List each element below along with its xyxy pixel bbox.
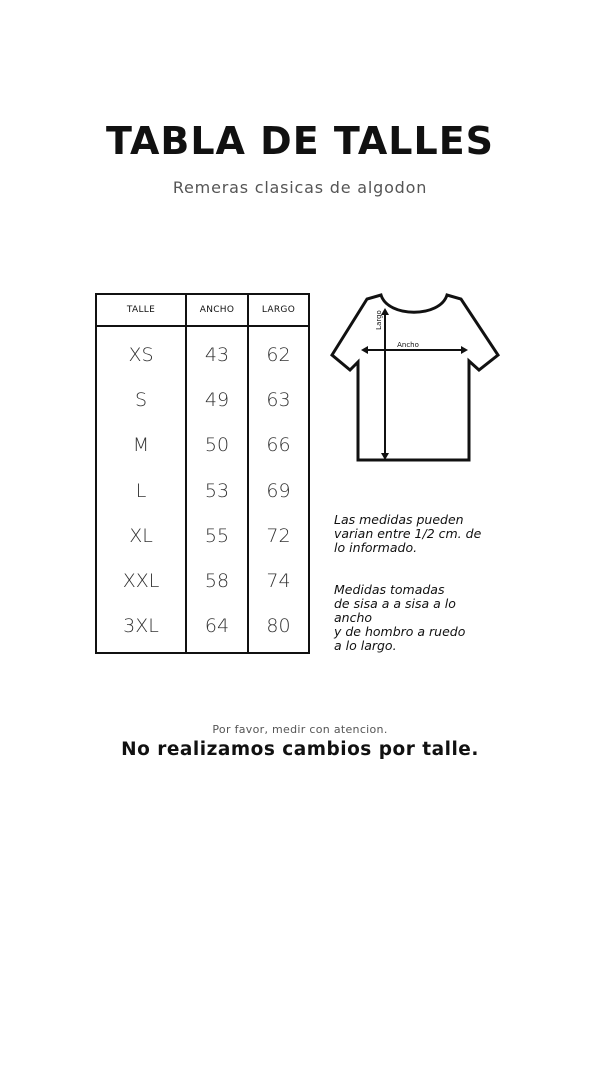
largo-label: Largo [375, 310, 383, 330]
cell-talle: S [134, 389, 148, 412]
cell-largo: 69 [266, 479, 291, 502]
note-line: lo informado. [334, 540, 418, 555]
header-ancho: ANCHO [199, 305, 235, 315]
cell-largo: 63 [266, 389, 291, 412]
header-largo: LARGO [261, 305, 296, 315]
note-line: Medidas tomadas [334, 582, 445, 597]
note-line: de sisa a a sisa a lo [334, 596, 456, 611]
cell-talle: XXL [122, 570, 160, 592]
cell-largo: 80 [266, 615, 291, 638]
cell-ancho: 64 [204, 615, 230, 638]
cell-ancho: 50 [204, 434, 230, 457]
header-divider [97, 325, 308, 327]
cell-ancho: 53 [204, 479, 230, 502]
tolerance-note [334, 513, 481, 555]
cell-talle: M [132, 434, 150, 457]
measurement-method-note [334, 583, 465, 653]
page-subtitle: Remeras clasicas de algodon [172, 178, 428, 197]
cell-largo: 62 [266, 344, 291, 366]
cell-largo: 72 [266, 524, 291, 547]
header-talle: TALLE [126, 305, 156, 315]
cell-largo: 74 [266, 570, 291, 592]
page-title: TABLA DE TALLES [105, 119, 495, 163]
tshirt-diagram [328, 290, 503, 470]
tshirt-outline [332, 295, 498, 460]
cell-ancho: 58 [204, 570, 230, 592]
cell-ancho: 49 [204, 389, 230, 412]
cell-largo: 66 [266, 434, 291, 457]
ancho-label: Ancho [397, 341, 419, 349]
cell-talle: 3XL [123, 615, 159, 638]
cell-talle: L [135, 479, 147, 502]
size-table [95, 293, 310, 654]
footer-policy: No realizamos cambios por talle. [121, 739, 479, 760]
cell-ancho: 43 [204, 344, 230, 366]
cell-ancho: 55 [204, 524, 230, 547]
note-line: varian entre 1/2 cm. de [334, 526, 482, 541]
footer-advice: Por favor, medir con atencion. [212, 723, 388, 736]
note-line: y de hombro a ruedo [334, 624, 466, 639]
note-line: ancho [334, 610, 373, 625]
note-line: Las medidas pueden [334, 512, 464, 527]
note-line: a lo largo. [334, 638, 397, 653]
cell-talle: XS [128, 344, 154, 366]
cell-talle: XL [129, 524, 153, 547]
